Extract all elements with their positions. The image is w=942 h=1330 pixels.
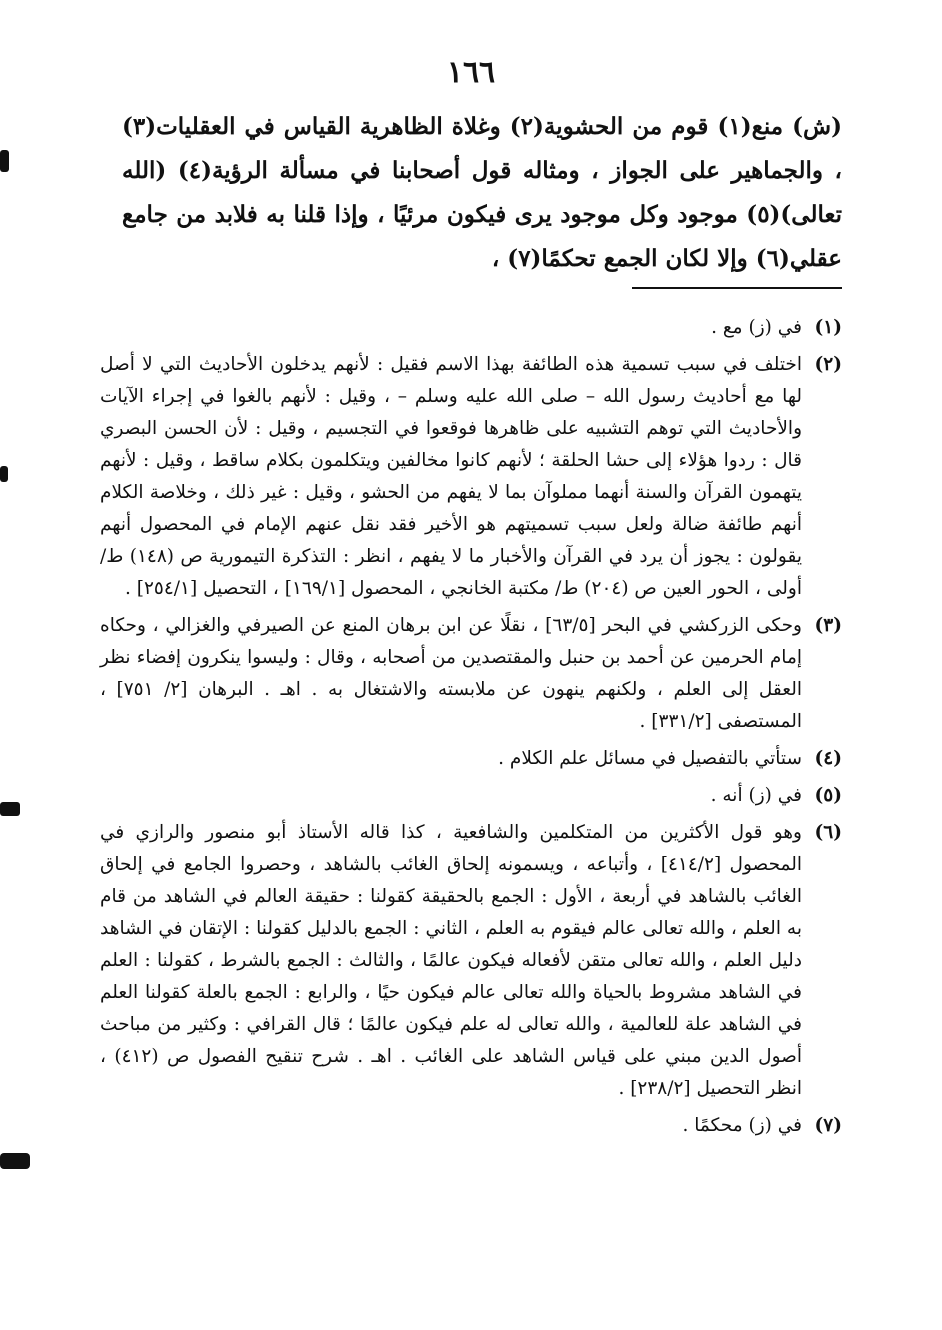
- scan-mark: [0, 150, 9, 172]
- footnote-1: [100, 312, 842, 344]
- scan-mark: [0, 466, 8, 482]
- footnote-text: اختلف في سبب تسمية هذه الطائفة بهذا الاسم فقيل : لأنهم يدخلون الأحاديث التي لا أصل لها مع أحاديث رسول الله – صلى الله عليه وسلم – ، وقيل : لأنهم بالغوا في إجراء الآيات والأحاديث التي توهم التشبيه على ظاهرها فوقعوا في التجسيم ، وقيل : لأن الحسن البصري قال : ردوا هؤلاء إلى حشا الحلقة ؛ لأنهم كانوا مخالفين ويتكلمون بكلام ساقط ، وقيل : لأنهم يتهمون القرآن والسنة أنهما مملوآن بما لا يفهم من الحشو ، وقيل : غير ذلك ، وخلاصة الكلام أنهم طائفة ضالة ولعل سبب تسميتهم هو الأخير فقد نقل عنهم الإمام في المحصول أنهم يقولون : يجوز أن يرد في القرآن والأخبار ما لا يفهم ، انظر : التذكرة التيمورية ص (١٤٨) ط/ أولى ، الحور العين ص (٢٠٤) ط/ مكتبة الخانجي ، المحصول [١٦٩/١] ، التحصيل [٢٥٤/١] .: [100, 354, 802, 599]
- main-paragraph: (ش) منع(١) قوم من الحشوية(٢) وغلاة الظاهرية القياس في العقليات(٣) ، والجماهير على الجواز ، ومثاله قول أصحابنا في مسألة الرؤية(٤) (الله تعالى)(٥) موجود وكل موجود يرى فيكون مرئيًا ، وإذا قلنا به فلابد من جامع عقلي(٦) وإلا لكان الجمع تحكمًا(٧) ،: [122, 113, 842, 272]
- footnote-number: (٥): [814, 785, 842, 806]
- footnote-number: (٤): [814, 748, 842, 769]
- page-number: ١٦٦: [446, 55, 496, 90]
- footnote-number: (٦): [814, 822, 842, 843]
- scan-mark: [0, 1153, 30, 1169]
- main-text-block: [122, 105, 842, 281]
- footnote-number: (٣): [814, 615, 842, 636]
- footnote-4: [100, 743, 842, 775]
- footnote-text: في (ز) محكمًا .: [682, 1115, 802, 1136]
- footnote-3: [100, 610, 842, 738]
- footnote-text: ستأتي بالتفصيل في مسائل علم الكلام .: [498, 748, 802, 769]
- footnote-text: في (ز) أنه .: [710, 785, 802, 806]
- footnote-text: في (ز) مع .: [711, 317, 802, 338]
- footnote-7: [100, 1110, 842, 1142]
- footnote-separator: [632, 287, 842, 289]
- footnote-6: [100, 817, 842, 1105]
- footnote-5: [100, 780, 842, 812]
- footnote-text: وحكى الزركشي في البحر [٦٣/٥] ، نقلًا عن ابن برهان المنع عن الصيرفي والغزالي ، وحكاه إمام الحرمين عن أحمد بن حنبل والمقتصدين من أصحابه ، وقال : وليسوا ينكرون إفضاء نظر العقل إلى العلم ، ولكنهم ينهون عن ملابسته والاشتغال به . اهـ . البرهان [٢/ ٧٥١] ، المستصفى [٣٣١/٢] .: [100, 615, 802, 732]
- footnote-number: (١): [814, 317, 842, 338]
- footnote-number: (٧): [814, 1115, 842, 1136]
- footnote-2: [100, 349, 842, 605]
- scan-mark: [0, 802, 20, 816]
- footnote-text: وهو قول الأكثرين من المتكلمين والشافعية ، كذا قاله الأستاذ أبو منصور والرازي في المحصول [٤١٤/٢] ، وأتباعه ، ويسمونه إلحاق الغائب بالشاهد ، وحصروا الجامع في إلحاق الغائب بالشاهد في أربعة ، الأول : الجمع بالحقيقة كقولنا : حقيقة العالم في الشاهد من قام به العلم ، والله تعالى عالم فيقوم به العلم ، الثاني : الجمع بالدليل كقولنا : الإتقان في الشاهد دليل العلم ، والله تعالى متقن لأفعاله فيكون عالمًا ، والثالث : الجمع بالشرط ، كقولنا : العلم في الشاهد مشروط بالحياة والله تعالى عالم فيكون حيًا ، والرابع : الجمع بالعلة كقولنا العلم في الشاهد علة للعالمية ، والله تعالى له علم فيكون عالمًا ؛ قال القرافي : وكثير من مباحث أصول الدين مبني على قياس الشاهد على الغائب . اهـ . شرح تنقيح الفصول ص (٤١٢) ، انظر التحصيل [٢٣٨/٢] .: [100, 822, 803, 1099]
- footnotes-section: [100, 312, 842, 1147]
- footnote-number: (٢): [814, 354, 842, 375]
